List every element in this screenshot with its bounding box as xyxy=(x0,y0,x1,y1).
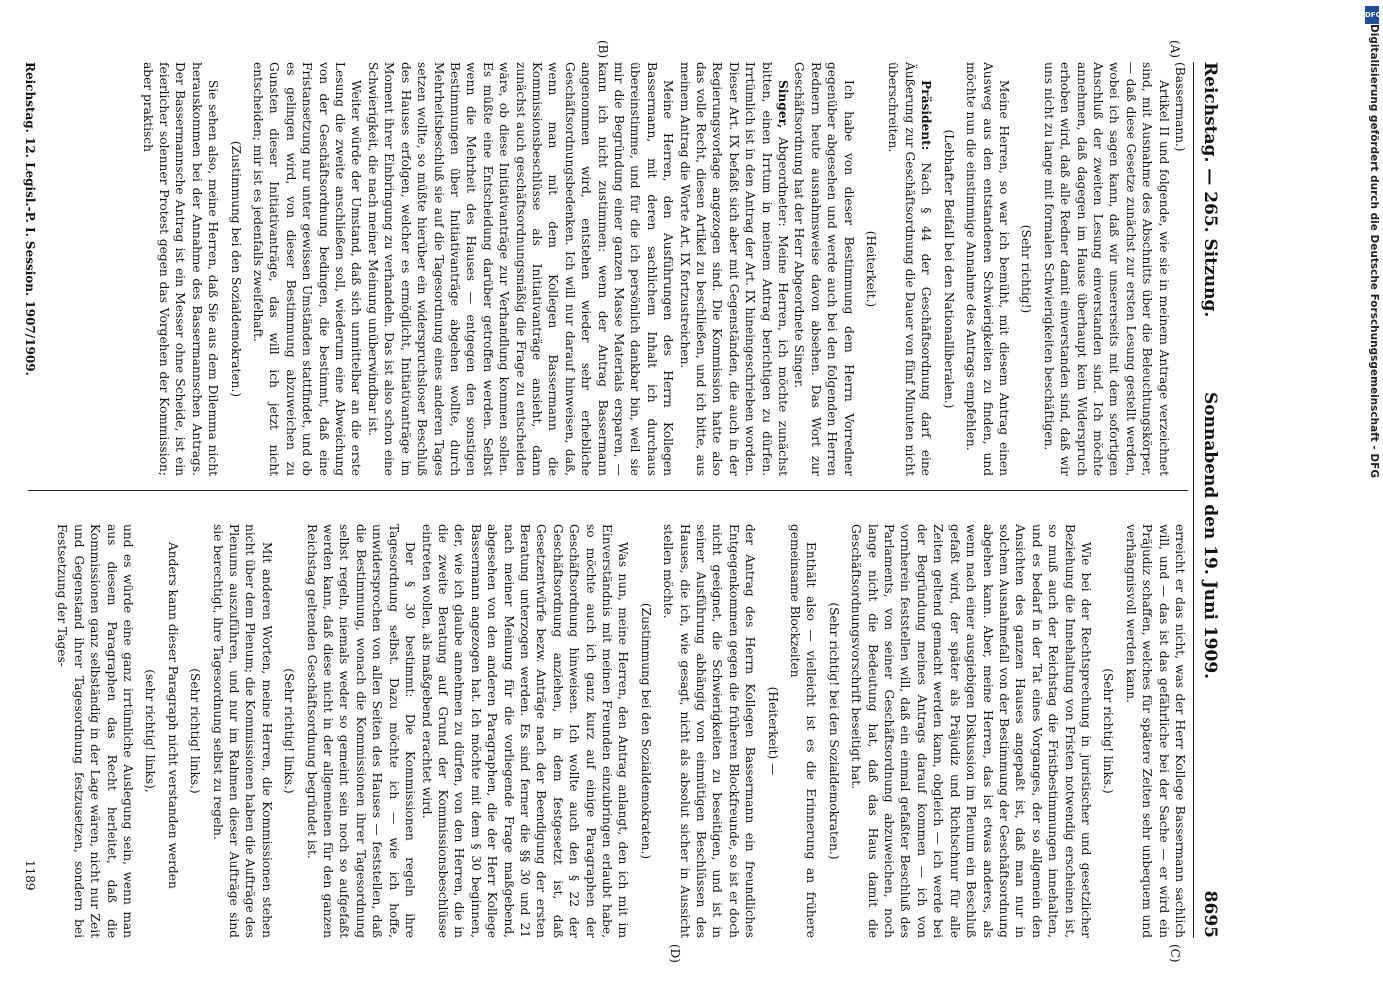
header-rule xyxy=(1193,62,1194,938)
paragraph: Was nun, meine Herren, den Antrag anlangt, den ich mit im Einverständnis mit meinen Freunden einzubringen erlaubt habe, so möchte auch ich ganz kurz auf einige Paragraphen der Geschäftsordnung hinweisen. Ich wollte auch den § 22 der Geschäftsordnung anziehen, in dem festgesetzt ist, daß Gesetzentwürfe bezw. Anträge nach der Beendigung der ersten Beratung unterzogen werden. Es sind ferner die §§ 30 und 21 nach meiner Meinung für die vorliegende Frage maßgebend, abgesehen von den anderen Paragraphen, die der Herr Kollege Bassermann angezogen hat. Ich möchte mit dem § 30 beginnen, der, wie ich glaube annehmen zu dürfen, von den Herren, die in die zweite Beratung auf Grund der Kommissionsbeschlüsse eintreten wollen, als maßgebend erachtet wird. xyxy=(419,524,631,938)
paragraph: Ich habe von dieser Bestimmung dem Herrn Vorredner gegenüber abgesehen und werde auch bei den folgenden Herren Rednern heute ausnahmsweise davon absehen. Das Wort zur Geschäftsordnung hat der Herr Abgeordnete Singer. xyxy=(792,62,856,476)
paragraph: der Antrag des Herrn Kollegen Bassermann ein freundliches Entgegenkommen gegen die früheren Blockfreunde, so ist er doch nicht geeignet, die Schwierigkeiten zu beseitigen, und ist in seiner Ausführung abhängig von einmütigen Beschlüssen des Hauses, die ich, wie gesagt, nicht als absolut sicher in Aussicht stellen möchte. xyxy=(661,524,758,938)
paragraph: Wie bei der Rechtsprechung in juristischer und gesetzlicher Beziehung die Innehaltung von Fristen notwendig erscheinen ist, so muß auch der Reichstag die Fristbestimmungen innehalten, und es bedarf in der Tat eines Vorganges, der so allgemein den Ansichten des ganzen Hauses angepaßt ist, daß man nur in solchem Ausnahmefall von der Bestimmung der Geschäftsordnung abgehen kann. Aber, meine Herren, das ist etwas anderes, als wenn nach einer ausgiebigen Diskussion im Plenum ein Beschluß gefaßt wird, der später als Präjudiz und Richtschnur für alle Zeiten geltend gemacht werden kann, obgleich — ich werde bei der Begründung meines Antrags darauf kommen — ich von vornherein feststellen will, daß ein einmal gefaßter Beschluß des Parlaments, von seiner Geschäftsordnung abzuweichen, noch lange nicht die Bedeutung hat, daß das Haus damit die Geschäftsordnungsvorschrift beseitigt hat. xyxy=(849,524,1093,938)
paragraph: Meine Herren, den Ausführungen des Herrn Kollegen Bassermann, mit deren sachlichem Inhalt ich durchaus übereinstimme, und für die ich persönlich dankbar bin, weil sie mir die Begründung einer ganzen Masse Materials ersparen, — kann ich nicht zustimmen: wenn der Antrag Bassermann angenommen wird, entstehen wieder sehr erhebliche Geschäftsordnungsbedenken. Ich will nur darauf hinweisen, daß, wenn man mit dem Kollegen Bassermann die Kommissionsbeschlüsse als Initiativanträge ansieht, dann zunächst auch geschäftsordnungsmäßig die Frage zu entscheiden wäre, ob diese Initiativanträge zur Verhandlung kommen sollen. Es müßte eine Entscheidung darüber getroffen werden. Selbst wenn die Mehrheit des Hauses — entgegen den sonstigen Bestimmungen über Initiativanträge abgehen wollte, durch Mehrheitsbeschluß sie auf die Tagesordnung eines anderen Tages setzen wollte, so müßte hierüber ein widerspruchsloser Beschluß des Hauses erfolgen, welcher es ermöglicht, Initiativanträge im Moment ihrer Einbringung zu verhandeln. Das ist also schon eine Schwierigkeit, die nach meiner Meinung unüberwindbar ist. xyxy=(365,62,676,476)
remark: (Sehr richtig! links.) xyxy=(282,668,297,794)
page-header xyxy=(1196,62,1226,938)
margin-marker-a: (A) xyxy=(1168,40,1182,59)
remark: (sehr richtig! links), xyxy=(143,669,158,793)
paragraph: Mit anderen Worten, meine Herren, die Kommissionen stehen nicht über dem Plenum; die Kommissionen haben die Aufträge des Plenums auszuführen, und nur im Rahmen dieser Aufträge sind sie berechtigt, ihre Tagesordnung selbst zu regeln. xyxy=(210,524,274,938)
remark: (Sehr richtig! bei den Sozialdemokraten.) xyxy=(826,602,841,860)
paragraph: und es würde eine ganz irrtümliche Auslegung sein, wenn man aus diesem Paragraphen das Recht herleitet, daß die Kommissionen ganz selbständig in der Lage wären, nicht nur Zeit und Gegenstand ihrer Tagesordnung festzusetzen, sondern bei Festsetzung der Tages- xyxy=(55,524,136,938)
paragraph-text: Abgeordneter: Meine Herren, ich möchte zunächst bitten, einen Irrtum in meinem Antrag berichtigen zu dürfen. Irrtümlich ist in den Antrag der Art. IX hineingeschrieben worden. Dieser Art. IX befaßt sich aber mit Gegenständen, die auch in der Regierungsvorlage angezogen sind. Die Kommission hatte also das volle Recht, diesen Artikel zu beschließen, und ich bitte, aus meinem Antrag die Worte Art. IX fortzustreichen. xyxy=(677,62,791,476)
dfg-logo: DFG xyxy=(1365,6,1379,24)
footer-session: Reichstag. 12. Legisl.-P. I. Session. 1907/1909. xyxy=(23,62,37,376)
header-left: Reichstag. — 265. Sitzung. xyxy=(1200,62,1220,318)
paragraph-text: Nach § 44 der Geschäftsordnung darf eine Äußerung zur Geschäftsordnung die Dauer von fünf Minuten nicht überschreiten. xyxy=(886,62,934,476)
remark: (Heiterkeit.) xyxy=(864,230,879,308)
margin-marker-c: (C) xyxy=(1168,944,1182,963)
funding-notice: Digitalisierung gefördert durch die Deutsche Forschungsgemeinschaft - DFG xyxy=(1368,24,1380,478)
header-date: Sonnabend den 19. Juni 1909. xyxy=(1200,392,1220,680)
remark: (Zustimmung bei den Sozialdemokraten.) xyxy=(638,602,653,860)
paragraph: Sie sehen also, meine Herren, daß Sie aus dem Dilemma nicht herauskommen bei der Annahme des Bassermannschen Antrags. Der Bassermannsche Antrag ist ein Messer ohne Scheide, ist ein feierlicher solenner Protest gegen das Vorgehen der Kommission; aber praktisch xyxy=(140,62,221,476)
remark: (Zustimmung bei den Sozialdemokraten.) xyxy=(228,140,243,398)
margin-marker-b: (B) xyxy=(596,40,610,59)
paragraph: Meine Herren, so war ich bemüht, mit diesem Antrag einen Ausweg aus den entstandenen Schwierigkeiten zu finden, und möchte nun die einstimmige Annahme des Antrags empfehlen. xyxy=(964,62,1011,476)
digitization-sidebar xyxy=(1361,0,1383,1000)
page-number: 8695 xyxy=(1200,890,1220,938)
paragraph xyxy=(676,62,791,476)
margin-marker-d: (D) xyxy=(668,944,682,963)
speaker-label: (Bassermann.) xyxy=(1173,62,1187,152)
paragraph xyxy=(885,62,934,476)
remark: (Sehr richtig! links.) xyxy=(1101,668,1116,794)
speaker-name: Singer, xyxy=(776,80,791,129)
remark: (Heiterkeit) — xyxy=(765,686,780,776)
speaker-name: Präsident: xyxy=(919,80,934,151)
remark: (Sehr richtig! links.) xyxy=(188,668,203,794)
remark: (Lebhafter Beifall bei den Nationalliberalen.) xyxy=(941,129,956,409)
paragraph: Anders kann dieser Paragraph nicht verstanden werden xyxy=(165,542,180,889)
remark: (Sehr richtig!) xyxy=(1019,224,1034,314)
left-column xyxy=(48,62,1188,476)
footer-sheet-number: 1189 xyxy=(23,860,37,891)
column-divider xyxy=(28,490,1188,491)
paragraph: erreicht er das nicht, was der Herr Kollege Bassermann sachlich will, und — das ist das gefährliche bei der Sache — er wird ein Präjudiz schaffen, welches für spätere Zeiten sehr unbequem und verhängnisvoll werden kann. xyxy=(1123,524,1187,938)
paragraph: Weiter würde der Umstand, daß sich unmittelbar an die erste Lesung die zweite anschließen soll, wiederum eine Abweichung von der Geschäftsordnung bedingen, die bestimmt, daß eine Fristansetzung nur unter gewissen Umständen stattfindet, und ob es gelingen wird, von dieser Bestimmung abzuweichen zu Gunsten dieser Initiativanträge, das will ich jetzt nicht entscheiden; mir ist es jedenfalls zweifelhaft. xyxy=(251,62,364,476)
right-column xyxy=(48,524,1188,938)
paragraph: Artikel II und folgende, wie sie in meinem Antrage verzeichnet sind, mit Ausnahme des Abschnitts über die Beleuchtungskörper, — daß diese Gesetze zunächst zur ersten Lesung gestellt werden, wobei ich sagen kann, daß wir unsererseits mit dem sofortigen Anschluß der zweiten Lesung einverstanden sind. Ich möchte annehmen, daß dagegen im Hause überhaupt kein Widerspruch erhoben wird, daß alle Redner damit einverstanden sind, daß wir uns nicht zu lange mit formalen Schwierigkeiten beschäftigen. xyxy=(1041,62,1171,476)
paragraph: Enthält also — vielleicht ist es die Erinnerung an frühere gemeinsame Blockzeiten xyxy=(788,524,819,938)
paragraph: Der § 30 bestimmt: Die Kommissionen regeln ihre Tagesordnung selbst. Dazu möchte ich — wie ich hoffe, unwidersprochen von allen Seiten des Hauses — feststellen, daß die Bestimmung, wonach die Kommissionen ihrer Tagesordnung selbst regeln, niemals weder so gemeint sein noch so aufgefaßt werden kann, daß diese nicht in der allgemeinen für den ganzen Reichstag geltenden Geschäftsordnung begründet ist. xyxy=(304,524,418,938)
